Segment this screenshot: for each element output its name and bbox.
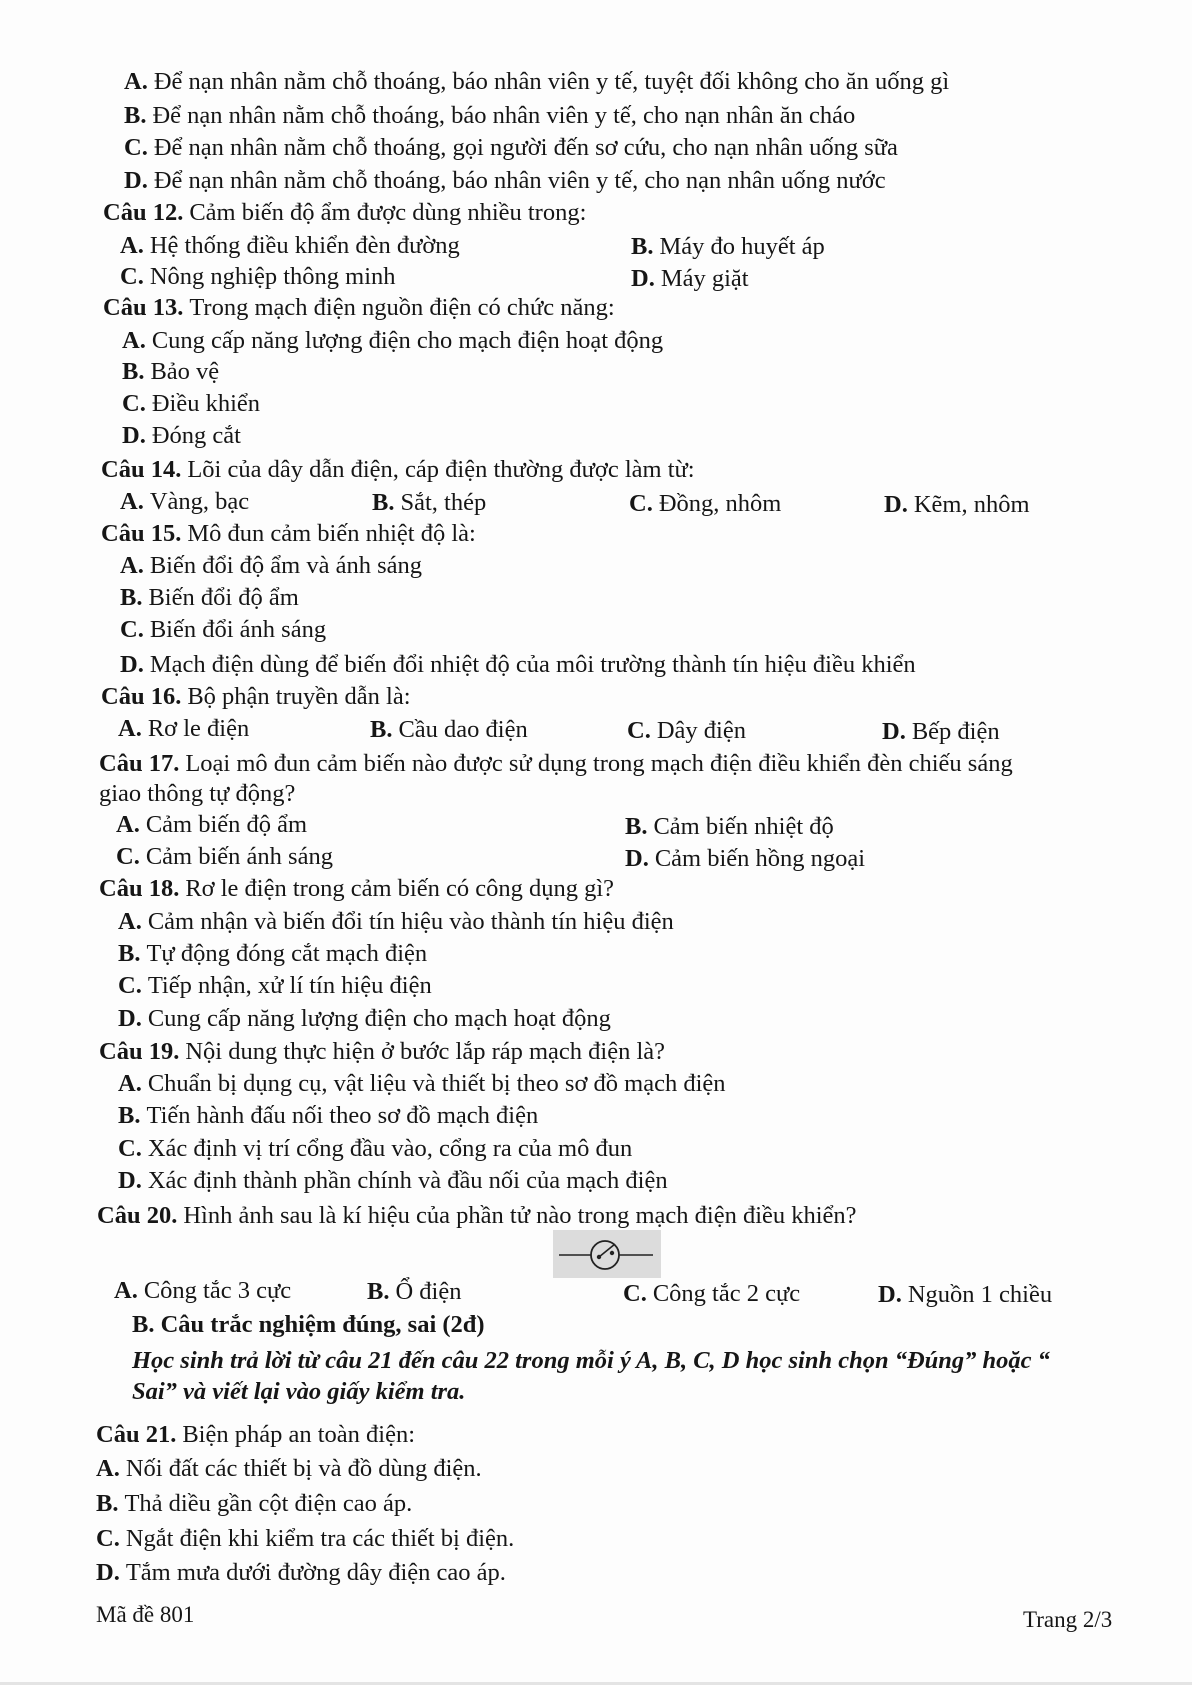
q12-option-d: D. Máy giặt [631,265,749,292]
page-number: Trang 2/3 [1023,1607,1113,1632]
section-b-title: B. Câu trắc nghiệm đúng, sai (2đ) [132,1311,485,1338]
q12-option-b: B. Máy đo huyết áp [631,233,825,260]
q15-option-a: A. Biến đổi độ ẩm và ánh sáng [120,552,422,579]
q16-option-c: C. Dây điện [627,717,746,744]
q21-option-a: A. Nối đất các thiết bị và đồ dùng điện. [96,1455,482,1482]
q13-option-c: C. Điều khiển [122,390,261,417]
q11-option-a: A. Để nạn nhân nằm chỗ thoáng, báo nhân viên y tế, tuyệt đối không cho ăn uống gì [124,68,950,95]
q14-stem: Câu 14. Lõi của dây dẫn điện, cáp điện thường được làm từ: [101,456,695,483]
q13-option-d: D. Đóng cắt [122,422,241,449]
q15-option-b: B. Biến đổi độ ẩm [120,584,299,611]
q17-option-b: B. Cảm biến nhiệt độ [625,813,834,840]
circuit-symbol-image [553,1230,661,1278]
q15-stem: Câu 15. Mô đun cảm biến nhiệt độ là: [101,520,476,547]
q20-option-c: C. Công tắc 2 cực [623,1280,801,1307]
q20-stem: Câu 20. Hình ảnh sau là kí hiệu của phần tử nào trong mạch điện điều khiển? [97,1202,857,1229]
q11-option-d: D. Để nạn nhân nằm chỗ thoáng, báo nhân viên y tế, cho nạn nhân uống nước [124,167,886,194]
q19-stem: Câu 19. Nội dung thực hiện ở bước lắp ráp mạch điện là? [99,1038,666,1065]
q11-option-c: C. Để nạn nhân nằm chỗ thoáng, gọi người đến sơ cứu, cho nạn nhân uống sữa [124,134,898,161]
q13-stem: Câu 13. Trong mạch điện nguồn điện có chức năng: [103,294,615,321]
q14-option-c: C. Đồng, nhôm [629,490,782,517]
circuit-symbol-icon [553,1230,661,1278]
q19-option-d: D. Xác định thành phần chính và đầu nối của mạch điện [118,1167,668,1194]
q17-stem-continued: giao thông tự động? [99,780,296,807]
q18-option-a: A. Cảm nhận và biến đổi tín hiệu vào thành tín hiệu điện [118,908,674,935]
q16-option-d: D. Bếp điện [882,718,1000,745]
q21-option-b: B. Thả diều gần cột điện cao áp. [96,1490,413,1517]
q20-option-b: B. Ổ điện [367,1278,462,1305]
q21-option-c: C. Ngắt điện khi kiểm tra các thiết bị điện. [96,1525,515,1552]
q12-option-a: A. Hệ thống điều khiển đèn đường [120,232,460,259]
exam-code: Mã đề 801 [96,1602,195,1627]
q20-option-d: D. Nguồn 1 chiều [878,1281,1053,1308]
q15-option-d: D. Mạch điện dùng để biến đổi nhiệt độ của môi trường thành tín hiệu điều khiển [120,651,916,678]
q18-stem: Câu 18. Rơ le điện trong cảm biến có công dụng gì? [99,875,614,902]
q11-option-b: B. Để nạn nhân nằm chỗ thoáng, báo nhân viên y tế, cho nạn nhân ăn cháo [124,102,856,129]
q18-option-d: D. Cung cấp năng lượng điện cho mạch hoạt động [118,1005,611,1032]
q14-option-a: A. Vàng, bạc [120,488,250,515]
q17-option-c: C. Cảm biến ánh sáng [116,843,333,870]
q18-option-c: C. Tiếp nhận, xử lí tín hiệu điện [118,972,432,999]
q12-option-c: C. Nông nghiệp thông minh [120,263,396,290]
q20-option-a: A. Công tắc 3 cực [114,1277,292,1304]
q21-stem: Câu 21. Biện pháp an toàn điện: [96,1421,416,1448]
q13-option-b: B. Bảo vệ [122,358,220,385]
q19-option-a: A. Chuẩn bị dụng cụ, vật liệu và thiết bị theo sơ đồ mạch điện [118,1070,726,1097]
q21-option-d: D. Tắm mưa dưới đường dây điện cao áp. [96,1559,506,1586]
q12-stem: Câu 12. Cảm biến độ ẩm được dùng nhiều trong: [103,199,587,226]
q16-stem: Câu 16. Bộ phận truyền dẫn là: [101,683,411,710]
section-b-instruction: Học sinh trả lời từ câu 21 đến câu 22 trong mỗi ý A, B, C, D học sinh chọn “Đúng” hoặc “ [132,1347,1050,1374]
q16-option-b: B. Cầu dao điện [370,716,528,743]
q13-option-a: A. Cung cấp năng lượng điện cho mạch điện hoạt động [122,327,664,354]
q16-option-a: A. Rơ le điện [118,715,250,742]
q19-option-b: B. Tiến hành đấu nối theo sơ đồ mạch điện [118,1102,539,1129]
q15-option-c: C. Biến đổi ánh sáng [120,616,327,643]
q17-option-d: D. Cảm biến hồng ngoại [625,845,866,872]
q14-option-b: B. Sắt, thép [372,489,487,516]
q19-option-c: C. Xác định vị trí cổng đầu vào, cổng ra của mô đun [118,1135,633,1162]
q18-option-b: B. Tự động đóng cắt mạch điện [118,940,428,967]
q17-option-a: A. Cảm biến độ ẩm [116,811,308,838]
q17-stem: Câu 17. Loại mô đun cảm biến nào được sử dụng trong mạch điện điều khiển đèn chiếu sáng [99,750,1013,777]
q14-option-d: D. Kẽm, nhôm [884,491,1030,518]
section-b-instruction-continued: Sai” và viết lại vào giấy kiểm tra. [132,1378,466,1405]
